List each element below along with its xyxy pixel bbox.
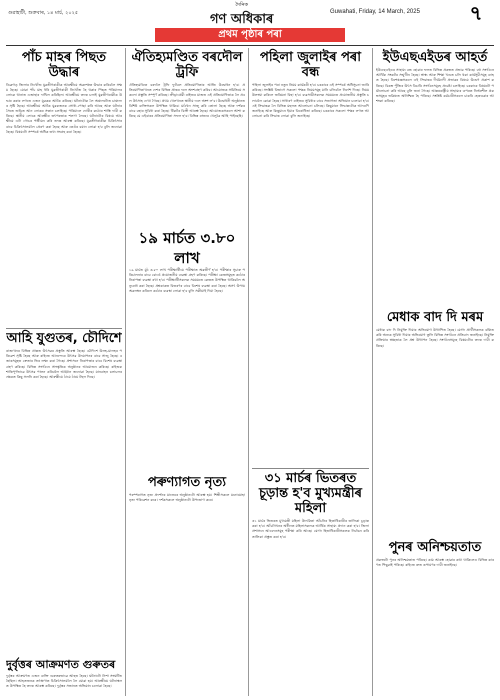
newspaper-logo: [210, 4, 273, 31]
article: [376, 538, 494, 696]
headline: ঐতিহ্যমণ্ডিত বৰদৌল ট্ৰফি: [131, 50, 243, 80]
headline: আহি যুগুতৰ, চৌদিশে: [6, 331, 122, 346]
masthead: [0, 0, 500, 28]
article: [6, 656, 122, 696]
headline: পহিলা জুলাইৰ পৰা বন্ধ: [260, 50, 361, 80]
article: [252, 468, 369, 696]
header-rule: [6, 45, 494, 46]
column-4: [376, 48, 494, 696]
column-2: [129, 48, 245, 696]
column-divider: [372, 48, 373, 696]
headline: মেধাক বাদ দি মৰম: [386, 310, 484, 325]
article-body: ডিব্ৰুগড় জিলাৰ নিখোঁজ যুৱতীগৰাকীক আৰক্ষীয়ে অৱশেষত উদ্ধাৰ কৰিবলৈ সক্ষম হৈছে। যোৱা পাঁচ মাহ ধৰি যুৱতীগৰাকী নিখোঁজ হৈ থকাৰ পিছত পৰিয়ালৰ লোকে থানাত এজাহাৰ দাখিল কৰিছিল। আৰক্ষীয়ে তদন্ত চলাই যুৱতীগৰাকীক উদ্ধাৰ কৰাৰ লগতে এজন যুৱকক আটক কৰিছে। ঘটনাটোক লৈ অঞ্চলটোত চাঞ্চল্যৰ সৃষ্টি হৈছে। আৰক্ষীয়ে আটক যুৱকজনক সোধা-পোছা কৰি আছে আৰু ঘটনাৰ সৈতে জড়িত আন লোকৰ সন্ধান চলাইছে। পৰিয়ালে দোষীৰ কঠোৰ শাস্তি দাবী কৰিছে। স্থানীয় লোকে আৰক্ষীৰ তৎপৰতাক শলাগ লৈছে। ঘটনাটোৰ বিষয়ে আৰক্ষীয়ে এটা গোচৰ পঞ্জীয়ন কৰি তদন্ত আৰম্ভ কৰিছে। যুৱতীগৰাকীক চিকিৎসাৰ বাবে চিকিৎসালয়লৈ প্ৰেৰণ কৰা হৈছে আৰু তেওঁৰ বয়ান লোৱা হ'ব বুলি জনোৱা হৈছে। বিষয়টো সম্পৰ্কে অধিক তথ্য সংগ্ৰহ কৰা হৈছে।: [6, 83, 122, 134]
article: [6, 48, 122, 318]
article-body: ১৯ মাৰ্চত মুঠ ৩.৮০ লাখ পৰীক্ষাৰ্থীয়ে পৰীক্ষাত অৱতীৰ্ণ হ'ব। পৰীক্ষাৰ সুচাৰু পৰিচালনাৰ বাবে বোৰ্ডে প্ৰয়োজনীয় ব্যৱস্থা গ্ৰহণ কৰিছে। পৰীক্ষা কেন্দ্ৰসমূহত কঠোৰ নিৰাপত্তা ব্যৱস্থা ৰখা হ'ব। পৰীক্ষাৰ্থীসকলক সময়মতে কেন্দ্ৰত উপস্থিত থাকিবলৈ অনুৰোধ কৰা হৈছে। প্ৰশ্নকাকত বিতৰণৰ বাবে বিশেষ ব্যৱস্থা কৰা হৈছে। অসৎ উপায় অৱলম্বন কৰিলে কঠোৰ ব্যৱস্থা লোৱা হ'ব বুলি সকীয়াই দিয়া হৈছে।: [129, 268, 245, 293]
article: [129, 48, 245, 223]
column-divider: [248, 48, 249, 696]
headline: পৰুণ্যাগত নৃত্য: [147, 475, 227, 490]
headline: দুৰ্বৃত্তৰ আক্ৰমণত গুৰুতৰ: [6, 658, 116, 671]
logo-text: গণ অধিকাৰ: [210, 12, 274, 27]
article: [252, 48, 369, 463]
article-body: পহিলা জুলাইৰ পৰা নতুন নিয়ম কাৰ্যকৰী হ'ব। চৰকাৰে এই সম্পৰ্কে অধিসূচনা জাৰি কৰিছে। সংশ্লিষ্ট বিভাগে সকলো পক্ষক নিয়মসমূহ মানি চলিবলৈ নিৰ্দেশ দিছে। নিয়ম উলংঘা কৰিলে জৰিমনা বিহা হ'ব। ব্যৱসায়ীসকলক সময়মতে প্ৰয়োজনীয় প্ৰস্তুতি চলাবলৈ কোৱা হৈছে। সাধাৰণ ৰাইজৰ সুবিধাৰ বাবে সজাগতা অভিযান চলোৱা হ'ব। এই সিদ্ধান্তক লৈ বিভিন্ন মহলত আলোচনা চলিছে। কিছুমানে সিদ্ধান্তটোক আদৰণি জনাইছে আৰু কিছুমানে ইয়াৰ বিৰোধিতা কৰিছে। চৰকাৰে সকলো পক্ষৰ লগত আলোচনা কৰি সিদ্ধান্ত লোৱা বুলি জনাইছে।: [252, 83, 369, 119]
article: [129, 473, 245, 696]
article-body: ঐতিহ্যমণ্ডিত বৰদলৈ ট্ৰফি ফুটবল প্ৰতিযোগিতাৰ আজি উদ্বোধন হ'ব। প্ৰতিযোগিতাখনত দেশৰ বিভিন্ন প্ৰান্তৰ দলে অংশগ্ৰহণ কৰিব। আয়োজক সমিতিয়ে সকলো প্ৰস্তুতি সম্পূৰ্ণ কৰিছে। ক্ৰীড়াপ্ৰেমী ৰাইজৰ মাজত এই প্ৰতিযোগিতাক লৈ প্ৰবল উৎসাহ দেখা গৈছে। প্ৰথম খেলখনত স্থানীয় দলে অংশ ল'ব। উদ্বোধনী অনুষ্ঠানত বিশিষ্ট ব্যক্তিসকল উপস্থিত থাকিব। মাঠখন সাজু কৰি তোলা হৈছে আৰু দৰ্শকৰ বাবে বহাৰ সুবিধা কৰা হৈছে। টিকটৰ বিক্ৰী আৰম্ভ হৈছে। আয়োজকসকলে আশা কৰিছে যে এইবাৰৰ প্ৰতিযোগিতা সফল হ'ব। বিভিন্ন ৰাজ্যৰ খেলুৱৈ আহি পাইছেহি।: [129, 83, 245, 119]
logo-subtitle: দৈনিক: [235, 2, 248, 8]
article-body: ইউএছএইডৰ সাহায্য বন্ধ হোৱাৰ ফলত বিভিন্ন প্ৰকল্পত প্ৰভাৱ পৰিছে। বহু সংগঠনে আৰ্থিক সংকটৰ সন্মুখীন হৈছে। স্বাস্থ্য আৰু শিক্ষা খণ্ডত চলি থকা কাৰ্যসূচীসমূহ ব্যাহত হৈছে। বিশেষজ্ঞসকলে এই সিদ্ধান্তৰ দীৰ্ঘম্যাদী প্ৰভাৱৰ বিষয়ে উদ্বেগ প্ৰকাশ কৰিছে। বিকল্প পুঁজিৰ উৎস বিচাৰি সংগঠনসমূহে প্ৰচেষ্টা চলাইছে। চৰকাৰে বিষয়টো পৰ্যালোচনা কৰি আছে বুলি জনা গৈছে। আন্তঃৰাষ্ট্ৰীয় সাহায্যৰ ওপৰত নিৰ্ভৰশীল প্ৰকল্পসমূহৰ ভৱিষ্যত অনিশ্চিত হৈ পৰিছে। সংশ্লিষ্ট কৰ্মচাৰীসকলে চাকৰি হেৰুওৱাৰ আশংকা কৰিছে।: [376, 68, 494, 104]
article: [376, 48, 494, 303]
date-english: Guwahati, Friday, 14 March, 2025: [330, 9, 420, 15]
article: [376, 308, 494, 533]
article-body: প্ৰকল্পটো পুনৰ অনিশ্চয়তাত পৰিছে। কাম আৰম্ভ হোৱাৰ কথা থাকিলেও বিভিন্ন কাৰণত পিছুৱাই পৰিছে। ৰাইজে দ্ৰুত ৰূপায়ণৰ দাবী জনাইছে।: [376, 558, 494, 568]
article-body: ৰাজ্যখনৰ বিভিন্ন প্ৰান্তত উৎসৱৰ প্ৰস্তুতি আৰম্ভ হৈছে। চৌদিশে উলহ-মালহৰ পৰিৱেশ সৃষ্টি হৈছে আৰু ৰাইজে আনন্দেৰে উৎসৱ উদযাপনৰ বাবে সাজু হৈছে। বজাৰসমূহত ক্ৰেতাৰ ভিৰ লক্ষ্য কৰা গৈছে। প্ৰশাসনে নিৰাপত্তাৰ বাবে বিশেষ ব্যৱস্থা গ্ৰহণ কৰিছে। বিভিন্ন সংগঠনে সাংস্কৃতিক অনুষ্ঠানৰ আয়োজন কৰিছে। ৰাইজক শান্তিপূৰ্ণভাৱে উৎসৱ পালন কৰিবলৈ আহ্বান জনোৱা হৈছে। যানবাহন চলাচলৰ ক্ষেত্ৰত কিছু সলনি কৰা হৈছে। আৰক্ষীয়ে ঠায়ে ঠায়ে টহল দিছে।: [6, 349, 122, 380]
headline: ৩১ মাৰ্চৰ ভিতৰত চূড়ান্ত হ'ব মুখ্যমন্ত্ৰীৰ মহিলা: [259, 471, 362, 516]
column-3: [252, 48, 369, 696]
section-banner: প্ৰথম পৃষ্ঠাৰ পৰা: [155, 28, 345, 42]
article: [129, 228, 245, 468]
article: [6, 328, 122, 696]
article-body: মেধাক বাদ দি নিযুক্তি দিয়াৰ অভিযোগ উত্থাপিত হৈছে। যোগ্য প্ৰাৰ্থীসকলক বঞ্চিত কৰি অন্যক সুবিধা দিয়াৰ অভিযোগ তুলি বিভিন্ন সংগঠনে প্ৰতিবাদ জনাইছে। নিযুক্তি প্ৰক্ৰিয়াৰ স্বচ্ছতাক লৈ প্ৰশ্ন উত্থাপন হৈছে। সংগঠনসমূহে বিষয়টোৰ তদন্ত দাবী কৰিছে।: [376, 328, 494, 348]
headline: পাঁচ মাহৰ পিছত উদ্ধাৰ: [22, 50, 106, 80]
article-body: পৰম্পৰাগত নৃত্য প্ৰদৰ্শনৰ মাজেৰে অনুষ্ঠানটো আৰম্ভ হয়। শিল্পীসকলে মনোমোহা নৃত্য পৰিৱেশন কৰে। দৰ্শকসকলে অনুষ্ঠানটো উপভোগ কৰে।: [129, 493, 245, 503]
date-bengali: গুৱাহাটী, শুক্ৰবাৰ, ১৪ মাৰ্চ, ২০২৫: [8, 10, 79, 16]
column-divider: [125, 48, 126, 696]
headline: ইউএছএইডৰ আহৰ্ত: [382, 50, 488, 65]
page-number: ৭: [469, 1, 483, 25]
column-1: [6, 48, 122, 696]
headline: পুনৰ অনিশ্চয়তাত: [388, 540, 482, 555]
article-body: ৩১ মাৰ্চৰ ভিতৰত মুখ্যমন্ত্ৰী মহিলা উদ্যমিতা আঁচনিৰ হিতাধিকাৰীৰ তালিকা চূড়ান্ত কৰা হ'ব। আঁচনিখনৰ অধীনত মহিলাসকলক আৰ্থিক সাহায্য প্ৰদান কৰা হ'ব। জিলা প্ৰশাসনে আবেদনসমূহ পৰীক্ষা কৰি আছে। যোগ্য হিতাধিকাৰীসকলক নিৰ্বাচন কৰি তালিকা প্ৰস্তুত কৰা হ'ব।: [252, 519, 369, 539]
headline: ১৯ মাৰ্চত ৩.৮০ লাখ: [138, 229, 236, 267]
article-body: দুৰ্বৃত্তৰ আক্ৰমণত এজন ব্যক্তি গুৰুতৰভাৱে আহত হৈছে। ঘটনাটো নিশা সংঘটিত হৈছিল। আহতজনক তৎক্ষণাত চিকিৎসালয়লৈ লৈ যোৱা হয়। আৰক্ষীয়ে ঘটনাস্থলত উপস্থিত হৈ তদন্ত আৰম্ভ কৰিছে। দুৰ্বৃত্তৰ সন্ধানত অভিযান চলোৱা হৈছে।: [6, 674, 122, 689]
